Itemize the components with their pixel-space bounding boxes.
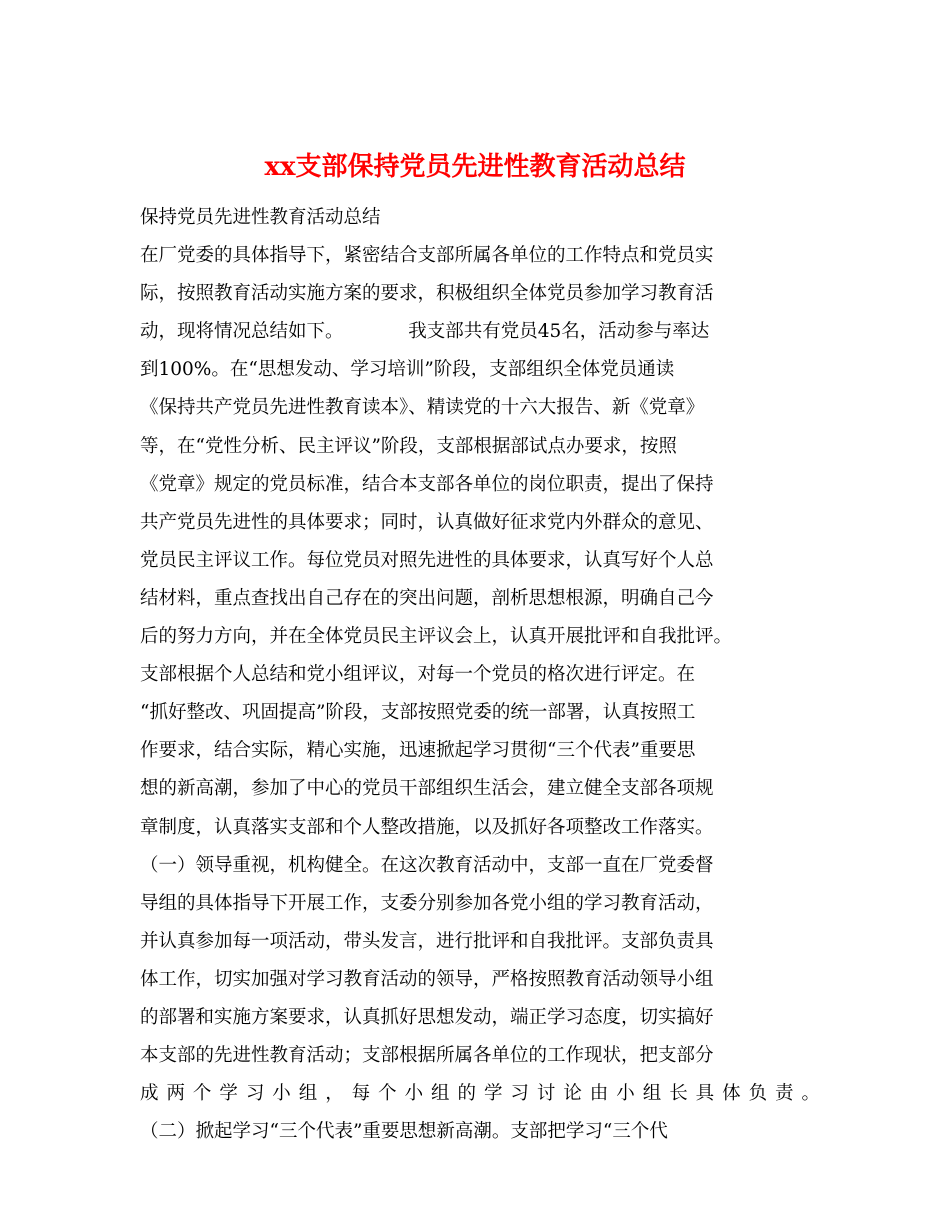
- body-line: 党员民主评议工作。每位党员对照先进性的具体要求，认真写好个人总: [140, 549, 714, 571]
- body-line: 的部署和实施方案要求，认真抓好思想发动，端正学习态度，切实搞好: [140, 1006, 714, 1028]
- body-line: 本支部的先进性教育活动；支部根据所属各单位的工作现状，把支部分: [140, 1045, 714, 1067]
- body-line: 支部根据个人总结和党小组评议，对每一个党员的格次进行评定。在: [140, 664, 696, 686]
- body-line: 作要求，结合实际，精心实施，迅速掀起学习贯彻“三个代表”重要思: [140, 740, 696, 762]
- body-line: 际，按照教育活动实施方案的要求，积极组织全体党员参加学习教育活: [140, 283, 714, 305]
- body-line: 后的努力方向，并在全体党员民主评议会上，认真开展批评和自我批评。: [140, 626, 733, 648]
- body-line: 想的新高潮，参加了中心的党员干部组织生活会，建立健全支部各项规: [140, 778, 714, 800]
- body-line: 并认真参加每一项活动，带头发言，进行批评和自我批评。支部负责具: [140, 930, 714, 952]
- body-line: （二）掀起学习“三个代表”重要思想新高潮。支部把学习“三个代: [140, 1121, 668, 1143]
- body-line: （一）领导重视，机构健全。在这次教育活动中，支部一直在厂党委督: [140, 854, 714, 876]
- body-line: 章制度，认真落实支部和个人整改措施，以及抓好各项整改工作落实。: [140, 816, 714, 838]
- body-line: 结材料，重点查找出自己存在的突出问题，剖析思想根源，明确自己今: [140, 587, 714, 609]
- document-body: [140, 199, 820, 1151]
- body-line: 到100%。在“思想发动、学习培训”阶段，支部组织全体党员通读: [140, 359, 675, 381]
- body-line: 体工作，切实加强对学习教育活动的领导，严格按照教育活动领导小组: [140, 968, 714, 990]
- body-line: 《保持共产党员先进性教育读本》、精读党的十六大报告、新《党章》: [140, 397, 705, 419]
- body-line: “抓好整改、巩固提高”阶段，支部按照党委的统一部署，认真按照工: [140, 702, 696, 724]
- body-line: 共产党员先进性的具体要求；同时，认真做好征求党内外群众的意见、: [140, 511, 714, 533]
- body-line: 导组的具体指导下开展工作，支委分别参加各党小组的学习教育活动，: [140, 892, 714, 914]
- body-line: 成两个学习小组，每个小组的学习讨论由小组长具体负责。: [140, 1083, 820, 1105]
- body-line: 动，现将情况总结如下。 我支部共有党员45名，活动参与率达: [140, 321, 710, 343]
- body-line: 等，在“党性分析、民主评议”阶段，支部根据部试点办要求，按照: [140, 435, 677, 457]
- document-title: xx支部保持党员先进性教育活动总结: [264, 152, 686, 183]
- body-line: 保持党员先进性教育活动总结: [140, 207, 381, 228]
- body-line: 《党章》规定的党员标准，结合本支部各单位的岗位职责，提出了保持: [140, 473, 714, 495]
- body-line: 在厂党委的具体指导下，紧密结合支部所属各单位的工作特点和党员实: [140, 245, 714, 267]
